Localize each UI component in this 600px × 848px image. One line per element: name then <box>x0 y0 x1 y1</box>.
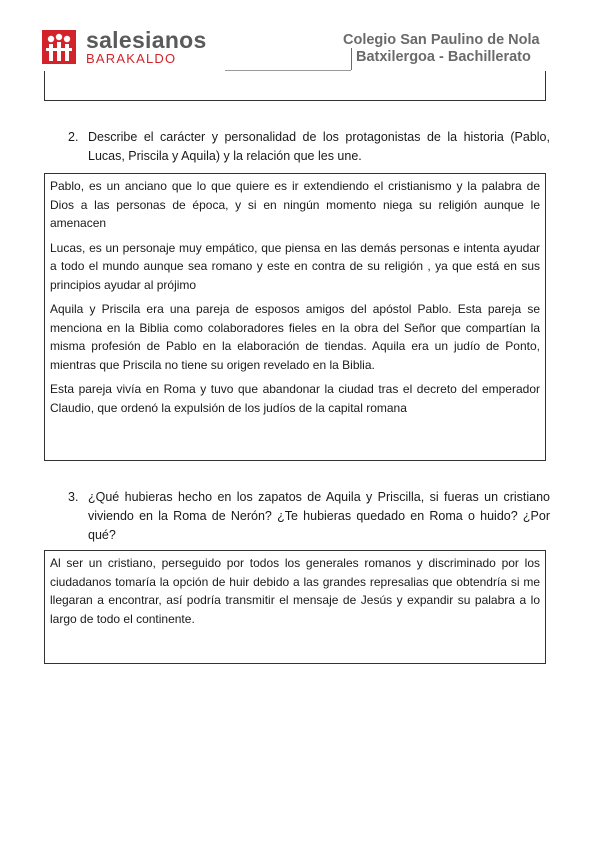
school-level: Batxilergoa - Bachillerato <box>356 49 531 65</box>
answer-paragraph: Aquila y Priscila era una pareja de esposos amigos del apóstol Pablo. Esta pareja se menciona en la Biblia como colaboradores fieles en la obra del Señor que compartían la misma profesión de Pablo en la elaboración de tiendas. Aquila era un judío de Ponto, mientras que Priscila no tiene su origen revelado en la Biblia. <box>50 302 540 372</box>
brand-location: BARAKALDO <box>86 51 177 66</box>
school-name: Colegio San Paulino de Nola <box>343 32 540 48</box>
question-text: Describe el carácter y personalidad de los protagonistas de la historia (Pablo, Lucas, Priscila y Aquila) y la relación que les une. <box>88 130 550 163</box>
question-text: ¿Qué hubieras hecho en los zapatos de Aquila y Priscilla, si fueras un cristiano viviendo en la Roma de Nerón? ¿Te hubieras quedado en Roma o huido? ¿Por qué? <box>88 490 550 542</box>
previous-answer-box <box>44 71 546 101</box>
answer-paragraph: Pablo, es un anciano que lo que quiere es ir extendiendo el cristianismo y la palabra de Dios a las personas de época, y si en ningún momento niega su religión aunque le amenacen <box>50 179 540 230</box>
question-number: 3. <box>68 490 79 504</box>
answer-paragraph: Lucas, es un personaje muy empático, que piensa en las demás personas e intenta ayudar a todo el mundo aunque sea romano y este en contra de su religión , ya que está en sus principios ayudar al prójimo <box>50 240 540 292</box>
brand-name: salesianos <box>86 27 207 53</box>
header-divider <box>351 48 352 70</box>
answer-paragraph: Al ser un cristiano, perseguido por todos los generales romanos y discriminado por los ciudadanos tomaría la opción de huir debido a las grandes represalias que obtendría si me llegaran a encontrar, así podría transmitir el mensaje de Jesús y expandir su palabra a lo largo de todo el continente. <box>50 556 540 626</box>
answer-paragraph: Esta pareja vivía en Roma y tuvo que abandonar la ciudad tras el decreto del emperador Claudio, que ordenó la expulsión de los judíos de la capital romana <box>50 382 540 415</box>
question-number: 2. <box>68 130 79 144</box>
salesianos-logo-icon <box>42 30 76 64</box>
answer-box-3 <box>44 550 546 664</box>
school-logo <box>42 28 207 68</box>
answer-box-2 <box>44 173 546 461</box>
